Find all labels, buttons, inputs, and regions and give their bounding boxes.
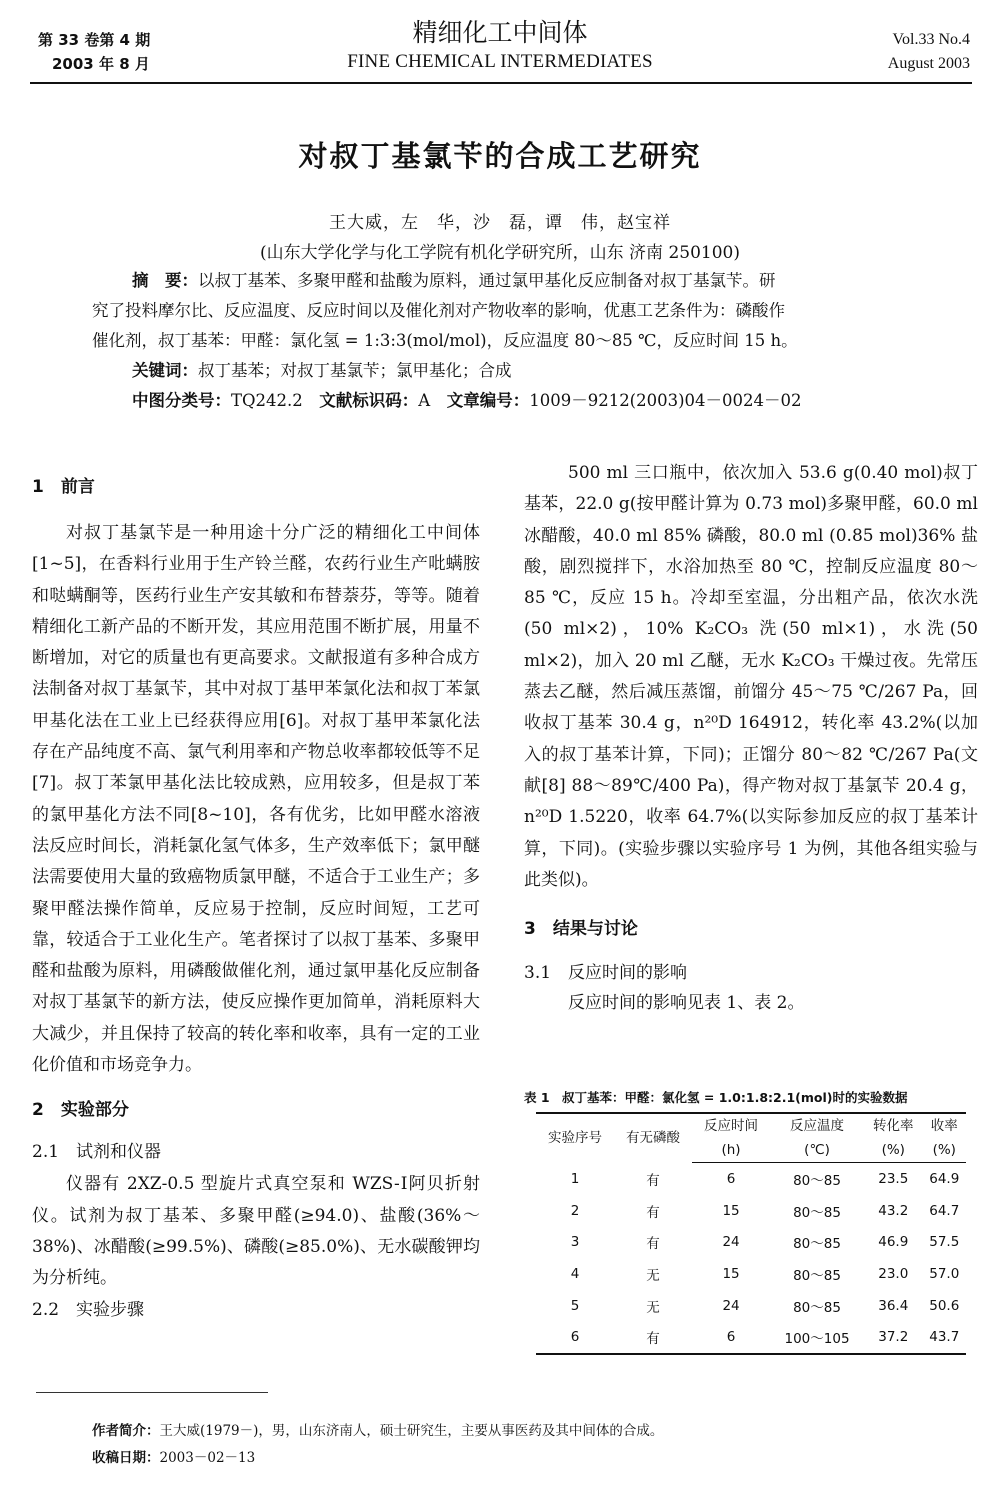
cell-conversion: 37.2 <box>864 1321 923 1354</box>
col-header-yield: 收率 <box>923 1113 966 1138</box>
table-header-row <box>536 1113 966 1138</box>
clc-value: TQ242.2 <box>231 391 303 410</box>
doc-code-value: A <box>418 391 431 410</box>
cell-phosphoric-acid: 有 <box>646 1236 660 1253</box>
abstract-label: 摘 要： <box>132 271 198 290</box>
keywords-line <box>92 356 926 386</box>
cell-time: 6 <box>726 1170 736 1187</box>
article-no-value: 1009－9212(2003)04－0024－02 <box>529 391 802 410</box>
abstract-line-1 <box>92 266 926 296</box>
cell-conversion: 43.2 <box>878 1202 909 1219</box>
cell-phosphoric-acid: 无 <box>646 1299 660 1316</box>
doc-code-label: 文献标识码： <box>319 391 419 410</box>
date-en: August 2003 <box>887 55 970 72</box>
section-1-heading: 1 前言 <box>32 477 95 497</box>
table-row <box>536 1290 966 1322</box>
paper-title: 对叔丁基氯苄的合成工艺研究 <box>298 139 702 173</box>
unit-temperature: (℃) <box>770 1138 864 1163</box>
table-1-caption: 表 1 叔丁基苯：甲醛：氯化氢 = 1.0:1.8:2.1(mol)时的实验数据 <box>524 1090 908 1105</box>
classification-line <box>92 386 926 416</box>
issue-info-en <box>888 28 970 76</box>
article-no-label: 文章编号： <box>446 391 530 410</box>
footnote <box>92 1418 663 1472</box>
section-3-1-heading: 3.1 反应时间的影响 <box>524 963 688 984</box>
col-header-temperature: 反应温度 <box>770 1113 864 1138</box>
unit-conversion: (%) <box>864 1138 923 1163</box>
section-2-2-heading: 2.2 实验步骤 <box>32 1299 145 1320</box>
cell-temperature: 80～85 <box>793 1267 841 1284</box>
cell-temperature: 80～85 <box>793 1236 841 1253</box>
authors: 王大威，左 华，沙 磊，谭 伟，赵宝祥 <box>329 213 671 233</box>
cell-temperature: 80～85 <box>793 1172 841 1189</box>
cell-run-no: 1 <box>570 1170 580 1187</box>
affiliation: (山东大学化学与化工学院有机化学研究所，山东 济南 250100) <box>260 243 740 263</box>
left-column <box>32 472 480 1327</box>
cell-run-no: 6 <box>536 1321 614 1354</box>
cell-yield: 57.0 <box>929 1265 960 1282</box>
cell-run-no: 2 <box>570 1202 580 1219</box>
author-bio-label: 作者简介： <box>92 1423 160 1439</box>
unit-time: (h) <box>692 1138 770 1163</box>
table-1 <box>536 1112 966 1355</box>
cell-time: 6 <box>692 1321 770 1354</box>
abstract-text-1: 以叔丁基苯、多聚甲醛和盐酸为原料，通过氯甲基化反应制备对叔丁基氯苄。研 <box>198 271 776 290</box>
cell-phosphoric-acid: 有 <box>646 1172 660 1189</box>
cell-time: 15 <box>722 1265 740 1282</box>
journal-title-en: FINE CHEMICAL INTERMEDIATES <box>347 51 653 72</box>
table-row <box>536 1226 966 1258</box>
abstract-block <box>92 266 926 416</box>
header-rule <box>30 82 972 84</box>
cell-yield: 64.7 <box>929 1202 960 1219</box>
abstract-text-3: 催化剂，叔丁基苯：甲醛：氯化氢 = 1:3:3(mol/mol)，反应温度 80～85 ℃，反应时间 15 h。 <box>92 331 798 350</box>
cell-temperature: 80～85 <box>793 1299 841 1316</box>
footnote-rule <box>36 1392 268 1393</box>
unit-yield: (%) <box>923 1138 966 1163</box>
table-row <box>536 1321 966 1354</box>
table-row <box>536 1258 966 1290</box>
cell-time: 15 <box>722 1202 740 1219</box>
cell-yield: 43.7 <box>923 1321 966 1354</box>
author-bio-line <box>92 1418 663 1445</box>
cell-yield: 57.5 <box>929 1234 960 1251</box>
abstract-text-2: 究了投料摩尔比、反应温度、反应时间以及催化剂对产物收率的影响，优惠工艺条件为：磷酸作 <box>92 301 785 320</box>
results-paragraph: 反应时间的影响见表 1、表 2。 <box>568 993 805 1014</box>
cell-conversion: 23.5 <box>878 1170 909 1187</box>
cell-time: 24 <box>722 1297 740 1314</box>
clc-label: 中图分类号： <box>132 391 231 410</box>
cell-phosphoric-acid: 有 <box>614 1321 692 1354</box>
received-date-line <box>92 1445 663 1472</box>
volume-en: Vol.33 No.4 <box>892 31 970 48</box>
table-row <box>536 1195 966 1227</box>
section-2-heading: 2 实验部分 <box>32 1100 129 1121</box>
cell-yield: 64.9 <box>929 1170 960 1187</box>
date-cn: 2003 年 8 月 <box>52 55 150 73</box>
keywords: 叔丁基苯；对叔丁基氯苄；氯甲基化；合成 <box>198 361 512 380</box>
cell-temperature: 100～105 <box>770 1321 864 1354</box>
received-label: 收稿日期： <box>92 1450 160 1466</box>
right-column <box>524 458 978 1019</box>
table-row <box>536 1163 966 1195</box>
journal-name <box>0 16 1000 74</box>
reagents-paragraph: 仪器有 2XZ-0.5 型旋片式真空泵和 WZS-Ⅰ阿贝折射仪。试剂为叔丁基苯、多聚甲醛(≥94.0)、盐酸(36%～38%)、冰醋酸(≥99.5%)、磷酸(≥85.0%)、无水碳酸钾均为分析纯。 <box>32 1174 480 1289</box>
cell-phosphoric-acid: 有 <box>646 1204 660 1221</box>
cell-run-no: 5 <box>570 1297 580 1314</box>
procedure-paragraph: 500 ml 三口瓶中，依次加入 53.6 g(0.40 mol)叔丁基苯，22.0 g(按甲醛计算为 0.73 mol)多聚甲醛，60.0 ml 冰醋酸，40.0 ml 85% 磷酸，80.0 ml (0.85 mol)36% 盐酸，剧烈搅拌下，水浴加热至 80 ℃，控制反应温度 80～85 ℃，反应 15 h。冷却至室温，分出粗产品，依次水洗(50 ml×2)，10% K₂CO₃ 洗(50 ml×1)，水洗(50 ml×2)，加入 20 ml 乙醚，无水 K₂CO₃ 干燥过夜。先常压蒸去乙醚，然后减压蒸馏，前馏分 45～75 ℃/267 Pa，回收叔丁基苯 30.4 g，n²⁰D 164912，转化率 43.2%(以加入的叔丁基苯计算，下同)；正馏分 80～82 ℃/267 Pa(文献[8] 88～89℃/400 Pa)，得产物对叔丁基氯苄 20.4 g，n²⁰D 1.5220，收率 64.7%(以实际参加反应的叔丁基苯计算，下同)。(实验步骤以实验序号 1 为例，其他各组实验与此类似)。 <box>524 463 978 890</box>
cell-run-no: 4 <box>570 1265 580 1282</box>
cell-conversion: 23.0 <box>878 1265 909 1282</box>
received-date: 2003－02－13 <box>159 1450 256 1466</box>
cell-run-no: 3 <box>570 1234 580 1251</box>
section-3-heading: 3 结果与讨论 <box>524 919 638 940</box>
cell-conversion: 36.4 <box>878 1297 909 1314</box>
cell-phosphoric-acid: 无 <box>646 1267 660 1284</box>
section-2-1-heading: 2.1 试剂和仪器 <box>32 1142 162 1163</box>
cell-temperature: 80～85 <box>793 1204 841 1221</box>
intro-paragraph: 对叔丁基氯苄是一种用途十分广泛的精细化工中间体[1~5]，在香料行业用于生产铃兰醛，农药行业生产吡螨胺和哒螨酮等，医药行业生产安其敏和布替萘芬，等等。随着精细化工新产品的不断开发，其应用范围不断扩展，用量不断增加，对它的质量也有更高要求。文献报道有多种合成方法制备对叔丁基氯苄，其中对叔丁基甲苯氯化法和叔丁苯氯甲基化法在工业上已经获得应用[6]。对叔丁基甲苯氯化法存在产品纯度不高、氯气利用率和产物总收率都较低等不足[7]。叔丁苯氯甲基化法比较成熟，应用较多，但是叔丁苯的氯甲基化方法不同[8~10]，各有优劣，比如甲醛水溶液法反应时间长，消耗氯化氢气体多，生产效率低下；氯甲醚法需要使用大量的致癌物质氯甲醚，不适合于工业生产；多聚甲醛法操作简单，反应易于控制，反应时间短，工艺可靠，较适合于工业化生产。笔者探讨了以叔丁基苯、多聚甲醛和盐酸为原料，用磷酸做催化剂，通过氯甲基化反应制备对叔丁基氯苄的新方法，使反应操作更加简单，消耗原料大大减少，并且保持了较高的转化率和收率，具有一定的工业化价值和市场竞争力。 <box>32 523 480 1076</box>
col-header-run-no: 实验序号 <box>536 1113 614 1163</box>
col-header-phosphoric-acid: 有无磷酸 <box>614 1113 692 1163</box>
cell-conversion: 46.9 <box>878 1234 909 1251</box>
col-header-conversion: 转化率 <box>864 1113 923 1138</box>
cell-time: 24 <box>722 1234 740 1251</box>
col-header-time: 反应时间 <box>692 1113 770 1138</box>
cell-yield: 50.6 <box>929 1297 960 1314</box>
journal-title-cn: 精细化工中间体 <box>412 18 588 47</box>
keywords-label: 关键词： <box>132 361 198 380</box>
volume-cn: 第 33 卷第 4 期 <box>38 31 151 49</box>
author-bio: 王大威(1979－)，男，山东济南人，硕士研究生，主要从事医药及其中间体的合成。 <box>159 1423 664 1439</box>
